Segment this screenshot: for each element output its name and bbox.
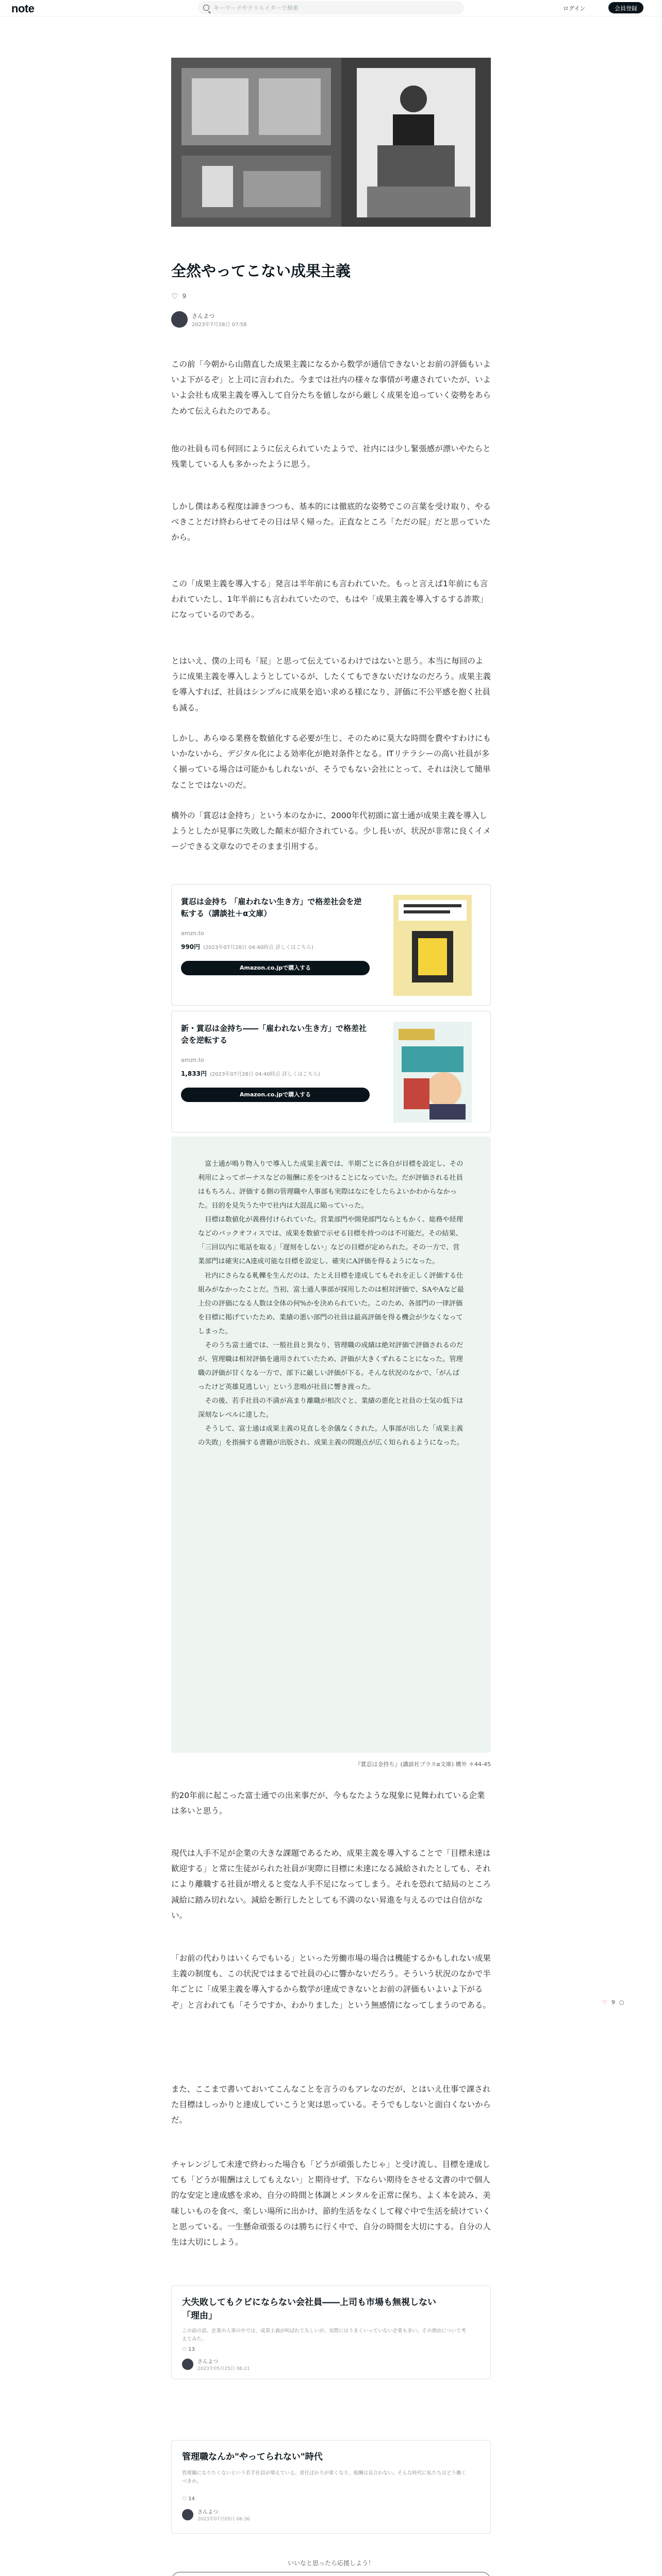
author-byline[interactable] — [171, 311, 491, 328]
quote-paragraph: そのうち富士通では、一般社員と異なり、管理職の成績は絶対評価で評価されるのだが、管理職は相対評価を適用されていたため、評価が大きくずれることになった。管理職の評価が甘くなる一方で、部下に厳しい評価が下る。そんな状況のなかで、「がんばったけど英雄見逃しい」という悲鳴が社員に響き渡った。 — [198, 1341, 464, 1391]
tip-button[interactable] — [171, 2572, 491, 2576]
amazon-buy-button[interactable]: Amazon.co.jpで購入する — [181, 1088, 370, 1102]
embed-like-count: 14 — [188, 2496, 195, 2502]
body-paragraph: 構外の「賞忍は金持ち」という本のなかに、2000年代初頭に富士通が成果主義を導入しようとしたが見事に失敗した顛末が紹介されている。少し長いが、状況が非常に良くイメージできる文章なのでそのまま引用する。 — [171, 811, 491, 852]
side-action-bar — [602, 1999, 624, 2006]
quote-caption: 『賞忍は金持ち』(講談社プラスα文庫) 構外 ＊44-45 — [355, 1761, 491, 1768]
book-title[interactable]: 賞忍は金持ち 「雇われない生き方」で格差社会を逆転する（講談社＋α文庫） — [181, 897, 362, 918]
login-button[interactable]: ログイン — [563, 5, 586, 12]
quote-paragraph: そうして、富士通は成果主義の見直しを余儀なくされた。人事部が出した「成果主義の失敗」を指摘する書籍が出版され、成果主義の問題点が広く知られるようになった。 — [198, 1425, 464, 1447]
signup-button[interactable]: 会員登録 — [608, 2, 643, 13]
amazon-book-card[interactable] — [171, 884, 491, 1006]
body-paragraph: 約20年前に起こった富士通での出来事だが、今もなたような現象に見舞われている企業は多いと思う。 — [171, 1791, 485, 1816]
quote-paragraph: 富士通が鳴り物入りで導入した成果主義では、半期ごとに各自が目標を設定し、その利用によってボーナスなどの報酬に差をつけることになっていた。だが評価される社員はもちろん、評価する側の管理職や人事部も実際はなにをしたらよいかわからなかった。目的を見失うた中で社内は大混乱に陥っていった。 — [198, 1160, 464, 1210]
price-value: 1,833円 — [181, 1070, 207, 1077]
embed-title[interactable]: 大失敗してもクビにならない会社員――上司も市場も無視しない「理由」 — [182, 2297, 436, 2321]
heart-icon[interactable]: ♡ — [171, 292, 178, 301]
body-paragraph: この「成果主義を導入する」発言は半年前にも言われていた。もっと言えば1年前にも言われていたし、1年半前にも言われていたので、もはや「成果主義を導入するする詐欺」になっているのである。 — [171, 579, 488, 620]
embed-title[interactable]: 管理職なんか"やってられない"時代 — [182, 2452, 323, 2462]
book-cover-image[interactable] — [393, 1022, 472, 1123]
quote-paragraph: 目標は数値化が義務付けられていた。営業部門や開発部門ならともかく、総務や経理などのバックオフィスでは、成果を数値で示せる目標を持つのは不可能だ。その結果、「三回以内に電話を取る」「遅刻をしない」などの目標が定められた。その一方で、営業部門は確実にA達成可能な目標を設定し、確実にA評価を得るようになった。 — [198, 1216, 464, 1266]
amazon-buy-button[interactable]: Amazon.co.jpで購入する — [181, 961, 370, 975]
embed-description: 管理職になりたくないという若手社員が増えている。責任ばかりが重くなり、報酬は見合わない。そんな時代に私たちはどう働くべきか。 — [182, 2470, 467, 2485]
note-logo[interactable]: note — [11, 2, 35, 15]
like-row — [171, 292, 491, 301]
body-paragraph: しかし、あらゆる業務を数値化する必要が生じ、そのために莫大な時間を費やすわけにもいかないから、デジタル化による効率化が絶対条件となる。ITリテラシーの高い社員が多く揃っている場合は可能かもしれないが、そうでもない会社にとって、それは決して簡単なことではないのだ。 — [171, 734, 491, 790]
body-paragraph: 「お前の代わりはいくらでもいる」といった労働市場の場合は機能するかもしれない成果主義の制度も、この状況ではまるで社員の心に響かないだろう。そういう状況のなかで半年ごとに「成果主義を導入するから数学が達成できないとお前の評価もいよいよ下がるぞ」と言われても「そうですか、わかりました」という無感情になってしまうのである。 — [171, 1954, 491, 2010]
article-title: 全然やってこない成果主義 — [171, 262, 351, 280]
body-paragraph: 現代は人手不足が企業の大きな課題であるため、成果主義を導入することで「目標未達は歓迎する」と常に生徒がられた社員が実際に目標に未達になる減給されたとしても、それにより離職する社員が増えると変な人手不足になってしまう。それを恐れて結局のところ減給に踏み切れない。減給を断行したとしても不満のない昇進を与えるのでは自信がない。 — [171, 1849, 491, 1920]
embed-likes — [182, 2347, 195, 2352]
heart-icon: ♡ — [182, 2347, 189, 2352]
embed-like-count: 13 — [188, 2347, 195, 2352]
avatar — [182, 2509, 193, 2520]
body-paragraph: 他の社員も司も何回にように伝えられていたようで、社内には少し緊張感が漂いやたらと残業している人も多かったように思う。 — [171, 444, 491, 469]
search-icon — [203, 5, 209, 11]
blockquote — [171, 1137, 491, 1753]
author-name[interactable]: さんよつ — [192, 312, 214, 319]
price-note: (2023年07月28日 04:40時点 詳しくはこちら) — [209, 1072, 320, 1077]
embed-author-name: さんよつ — [197, 2510, 218, 2515]
hero-image — [171, 58, 491, 227]
body-paragraph: また、ここまで書いておいてこんなことを言うのもアレなのだが、とはいえ仕事で課された目標はしっかりと達成していこうと実は思っている。そうでもしないと面白くないからだ。 — [171, 2084, 491, 2125]
body-paragraph: しかし僕はある程度は諦きつつも、基本的には徹底的な姿勢でこの言葉を受け取り、やるべきことだけ終わらせてその日は早く帰った。正直なところ「ただの屁」だと思っていたから。 — [171, 502, 491, 543]
book-cover-image[interactable] — [393, 895, 472, 996]
top-header — [0, 0, 662, 16]
book-source: amzn.to — [181, 1057, 204, 1063]
embedded-article-card[interactable] — [171, 2285, 491, 2379]
body-paragraph: この前「今朝から山階直した成果主義になるから数学が通信できないとお前の評価もいよいよ下がるぞ」と上司に言われた。今までは社内の様々な事情が考慮されていたが、いよいよ会社も成果主義を導入して自分たちを値しながら厳しく成果を追っていく姿勢をあらためて伝えられたのである。 — [171, 360, 491, 416]
book-title[interactable]: 新・賞忍は金持ち――「雇われない生き方」で格差社会を逆転する — [181, 1024, 367, 1045]
avatar[interactable] — [171, 311, 188, 328]
book-source: amzn.to — [181, 930, 204, 937]
embed-likes — [182, 2496, 195, 2502]
embed-date: 2023年05月25日 06:21 — [197, 2366, 250, 2371]
embedded-article-card[interactable] — [171, 2440, 491, 2534]
amazon-book-card[interactable] — [171, 1011, 491, 1132]
publish-date: 2023年7月28日 07:58 — [192, 321, 247, 328]
book-price — [181, 942, 313, 951]
embed-description: この前の話。企業の人事の中では、成果主義が叫ばれて久しいが、実際にはうまくいっていない企業も多い。その理由について考えてみた。 — [182, 2328, 466, 2343]
embed-author — [182, 2357, 250, 2371]
quote-paragraph: その後、若手社員の不満が高まり離職が相次ぐと、業績の悪化と社員の士気の低下は深刻なレベルに達した。 — [198, 1397, 464, 1419]
price-value: 990円 — [181, 943, 201, 951]
price-note: (2023年07月28日 04:40時点 詳しくはこちら) — [203, 945, 313, 951]
body-paragraph: チャレンジして未達で終わった場合も「どうが頑張したじゃ」と受け流し、目標を達成しても「どうが報酬はえしてもえない」と期待せず、下ならい期待をさせる文書の中で個人的な安定と達成感を求め、自分の時間と体調とメンタルを正常に保ち、よく本を読み、美味しいものを食べ、楽しい場所に出かけ、節約生活をなくして稼ぐ中で生活を続けていくと思っている。一生懸命頑張るのは勝ちに行く中で、自分の時間を大切にする。自分の人生は大切にしよう。 — [171, 2160, 491, 2247]
like-count: 9 — [611, 1999, 615, 2006]
embed-author-name: さんよつ — [197, 2359, 218, 2365]
embed-author — [182, 2507, 250, 2522]
quote-paragraph: 社内にさらなる軋轢を生んだのは、たとえ目標を達成してもそれを正しく評価する仕組みがなかったことだ。当初、富士通人事部が採用したのは相対評価で、SAやAなど最上位の評価になる人数は全体の何%かを決められていた。このため、各部門の一律評価を目標に掲げていたため、業績の悪い部門の社員は最高評価を得る機会が少なくなってしまった。 — [198, 1272, 464, 1335]
like-count: 9 — [182, 293, 187, 300]
search-input[interactable] — [198, 1, 464, 14]
heart-icon[interactable]: ♡ — [602, 1999, 607, 2006]
comment-icon[interactable]: ○ — [619, 1999, 624, 2006]
book-price — [181, 1069, 320, 1078]
heart-icon: ♡ — [182, 2496, 189, 2502]
support-text: いいなと思ったら応援しよう！ — [287, 2560, 374, 2567]
embed-date: 2023年07月05日 06:36 — [197, 2517, 250, 2522]
body-paragraph: とはいえ、僕の上司も「屁」と思って伝えているわけではないと思う。本当に毎回のように成果主義を導入しようとしているが、したくてもできないだけなのだろう。成果主義を導入すれば、社員はシンプルに成果を追い求める様になり、評価に不公平感を抱く社員も減る。 — [171, 656, 491, 713]
search-placeholder: キーワードやクリエイターで検索 — [213, 5, 299, 11]
avatar — [182, 2359, 193, 2370]
